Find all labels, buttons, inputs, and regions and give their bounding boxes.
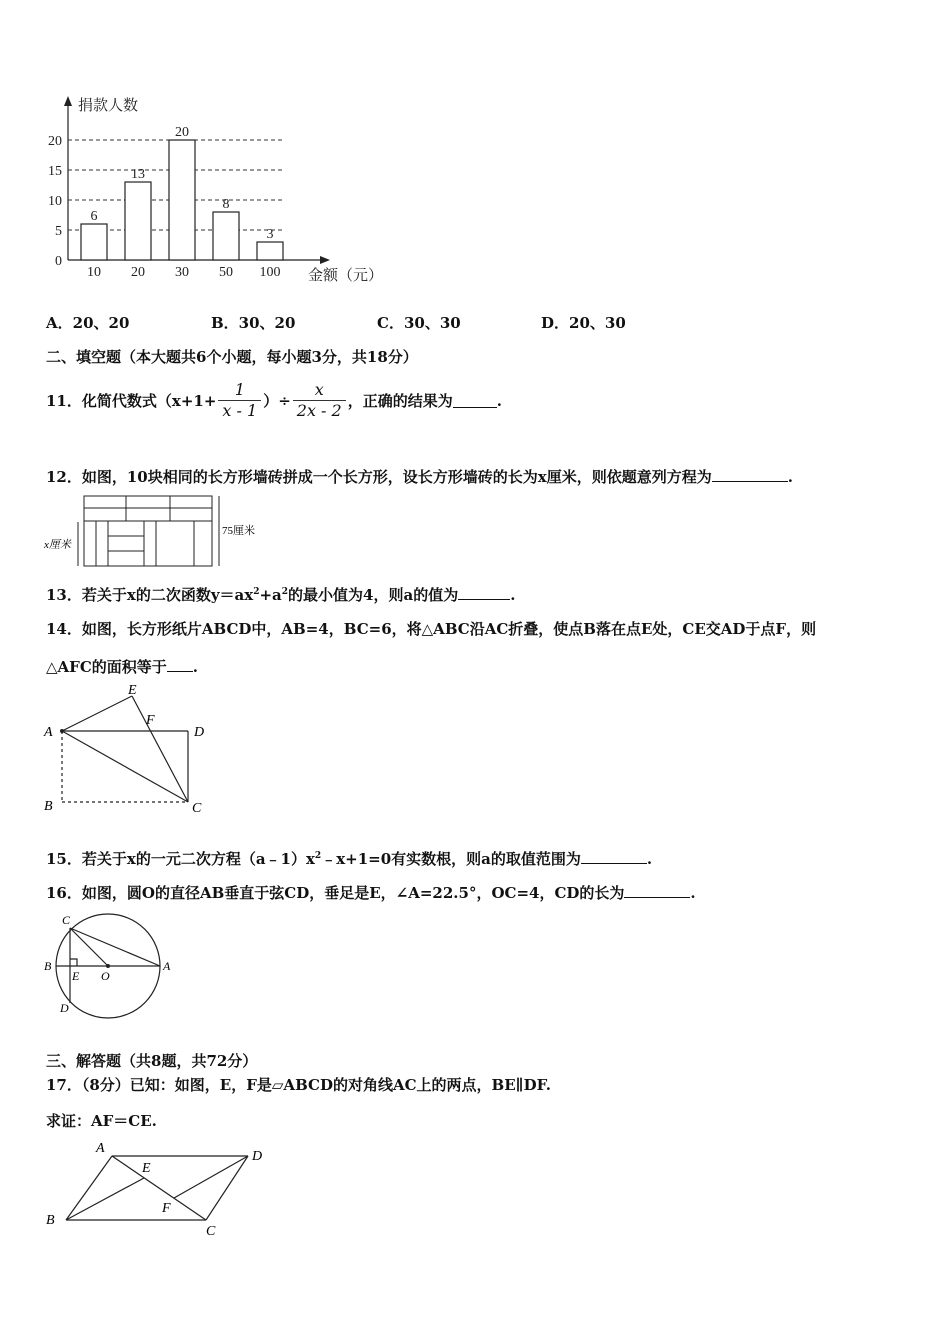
q14-answer-blank [167,657,193,672]
q17-label-c: C [206,1224,216,1239]
q12-left-label: x厘米 [44,539,71,551]
option-d: D．20、30 [541,314,626,332]
chart-value-label: 6 [90,209,98,224]
q11-mid: ）÷ [263,392,291,410]
q16-label-a: A [163,959,171,973]
q15-text-b: ﹣x+1=0有实数根，则a的取值范围为 [321,850,581,868]
question-17-line2: 求证：AF＝CE. [46,1112,157,1130]
q13-sup2: 2 [281,587,289,597]
q11-frac1-num: 1 [218,380,261,401]
chart-x-tick-label: 20 [131,265,145,280]
q14-label-e: E [128,683,137,698]
q16-label-o: O [101,969,110,983]
q17-parallelogram-figure [40,1138,280,1242]
q15-text-a: 15．若关于x的一元二次方程（a﹣1）x [46,850,315,868]
chart-value-label: 20 [175,125,189,140]
q14-label-d: D [194,725,205,740]
chart-x-tick-label: 50 [219,265,233,280]
q16-label-c: C [62,913,71,927]
question-14-line2 [46,656,198,677]
q13-text-a: 13．若关于x的二次函数y＝ax [46,586,254,604]
q13-end: . [510,586,516,604]
q11-suffix: ，正确的结果为 [347,392,453,410]
chart-ylabel: 捐款人数 [78,98,139,114]
section3-heading: 三、解答题（共8题，共72分） [46,1052,258,1070]
chart-bar [81,224,107,260]
q16-answer-blank [624,883,690,898]
chart-bar [213,212,239,260]
q14-label-f: F [146,713,155,728]
bar-chart [40,92,400,292]
chart-value-label: 8 [222,197,230,212]
chart-bar [169,140,195,260]
q15-sup: 2 [314,851,322,861]
q16-label-b: B [44,959,52,973]
chart-y-tick-label: 15 [48,164,62,179]
q17-label-e: E [142,1161,151,1176]
chart-y-arrow [64,96,72,106]
chart-y-tick-label: 0 [55,254,62,269]
chart-y-tick-label: 5 [55,224,62,239]
chart-y-tick-label: 10 [48,194,62,209]
q14-end: . [192,658,198,676]
q15-end: . [646,850,653,868]
q16-end: . [690,884,696,902]
chart-bar [125,182,151,260]
q16-label-d: D [60,1001,69,1015]
chart-value-label: 3 [266,227,274,242]
q16-circle-figure [40,910,180,1018]
q17-label-f: F [162,1201,171,1216]
question-12 [46,466,793,487]
q12-end: . [787,468,793,486]
question-15 [46,848,652,869]
q13-answer-blank [458,585,510,600]
q11-frac1-den: x - 1 [222,401,258,420]
q12-answer-blank [712,467,788,482]
chart-value-label: 13 [131,167,145,182]
chart-bars [81,125,283,280]
chart-bar [257,242,283,260]
q17-label-d: D [252,1149,263,1164]
q14-label-c: C [192,801,202,816]
chart-x-tick-label: 100 [259,265,281,280]
q11-answer-blank [453,393,497,408]
q14-label-a: A [44,725,53,740]
q13-text-c: 的最小值为4，则a的值为 [288,586,459,604]
q12-text: 12．如图，10块相同的长方形墙砖拼成一个长方形，设长方形墙砖的长为x厘米，则依题意列方程为 [46,468,712,486]
question-11 [46,380,502,421]
q17-label-a: A [96,1141,105,1156]
option-c: C．30、30 [377,314,461,332]
q11-end: . [496,391,502,410]
section2-heading: 二、填空题（本大题共6个小题，每小题3分，共18分） [46,348,418,366]
chart-x-tick-label: 30 [175,265,189,280]
q12-right-label: 75厘米 [222,525,255,537]
q11-frac2-num: x [293,380,346,401]
q13-text-b: +a [259,586,282,604]
option-b: B．30、20 [211,314,296,332]
q15-answer-blank [581,849,647,864]
option-a: A．20、20 [46,314,130,332]
q14-label-b: B [44,799,53,814]
chart-y-tick-label: 20 [48,134,62,149]
chart-x-tick-label: 10 [87,265,101,280]
question-14-line1: 14．如图，长方形纸片ABCD中，AB=4，BC=6，将△ABC沿AC折叠，使点B落在点E处，CE交AD于点F，则 [46,620,817,638]
q11-fraction-1 [218,380,261,421]
q16-text: 16．如图，圆O的直径AB垂直于弦CD，垂足是E，∠A=22.5°，OC=4，CD的长为 [46,884,625,902]
question-17-line1: 17．（8分）已知：如图，E，F是▱ABCD的对角线AC上的两点，BE∥DF. [46,1076,551,1094]
q11-frac2-den: 2x - 2 [296,401,342,420]
q17-label-b: B [46,1213,55,1228]
q11-fraction-2 [293,380,346,421]
chart-xlabel: 金额（元） [308,268,384,284]
q14-rectangle-figure [40,680,220,820]
chart-x-arrow [320,256,330,264]
q13-sup1: 2 [253,587,260,597]
q16-label-e: E [72,969,80,983]
q12-brick-figure [44,494,255,572]
q11-prefix: 11．化简代数式（x+1+ [46,392,217,410]
question-16 [46,882,696,903]
q14-line2-text: △AFC的面积等于 [46,658,167,676]
question-13 [46,584,515,605]
